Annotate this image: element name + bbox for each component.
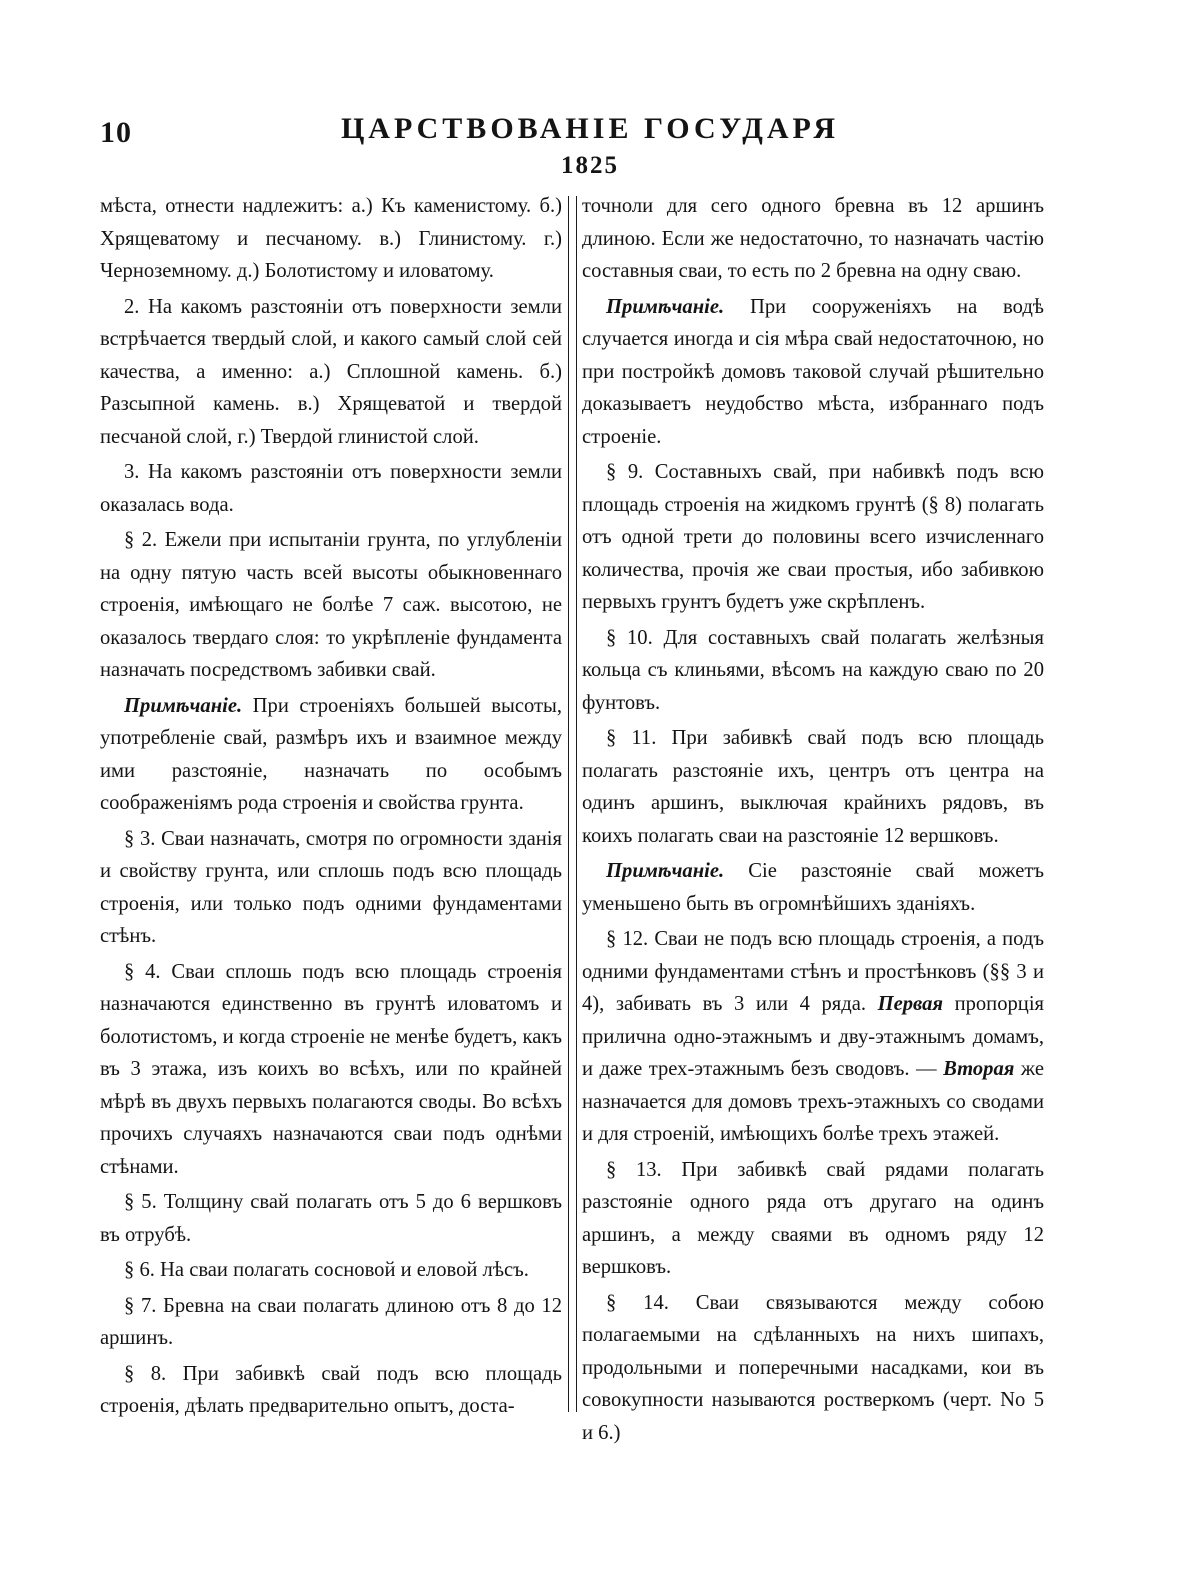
note-paragraph — [100, 690, 562, 820]
paragraph — [582, 923, 1044, 1151]
paragraph: § 13. При забивкѣ свай рядами полагать разстояніе одного ряда отъ другаго на одинъ аршинъ, а между сваями въ одномъ ряду 12 вершковъ. — [582, 1158, 1044, 1278]
paragraph: § 3. Сваи назначать, смотря по огромности зданія и свойству грунта, или сплошь подъ всю площадь строенія, или только подъ одними фундаментами стѣнъ. — [100, 827, 562, 947]
note-label: Примѣчаніе. — [124, 694, 243, 717]
note-paragraph — [582, 291, 1044, 454]
note-paragraph — [582, 855, 1044, 920]
paragraph: § 5. Толщину свай полагать отъ 5 до 6 вершковъ въ отрубѣ. — [100, 1191, 562, 1246]
paragraph: точноли для сего одного бревна въ 12 аршинъ длиною. Если же недостаточно, то назначать частію составныя сваи, то есть по 2 бревна на одну сваю. — [582, 195, 1044, 282]
paragraph-text: § 12. Сваи не подъ всю площадь строенія, а подъ одними фундаментами стѣнъ и простѣнковъ (§§ 3 и 4), забивать въ 3 или 4 ряда. — [582, 928, 1044, 1015]
paragraph-text: же назначается для домовъ трехъ-этажныхъ со сводами и для строеній, имѣющихъ болѣе трехъ этажей. — [582, 1058, 1044, 1145]
note-text: При строеніяхъ большей высоты, употребленіе свай, размѣръ ихъ и взаимное между ими разстояніе, назначать по особымъ соображеніямъ рода строенія и свойства грунта. — [100, 694, 562, 814]
paragraph: 2. На какомъ разстояніи отъ поверхности земли встрѣчается твердый слой, и какого самый слой сей качества, а именно: а.) Сплошной камень. б.) Разсыпной камень. в.) Хрящеватой и твердой песчаной слой, г.) Твердой глинистой слой. — [100, 295, 562, 448]
note-label: Примѣчаніе. — [606, 295, 725, 318]
paragraph: § 10. Для составныхъ свай полагать желѣзныя кольца съ клиньями, вѣсомъ на каждую сваю по 20 фунтовъ. — [582, 626, 1044, 714]
paragraph: § 6. На сваи полагать сосновой и еловой лѣсъ. — [124, 1259, 529, 1281]
column-divider — [568, 196, 577, 1412]
note-text: При сооруженіяхъ на водѣ случается иногда и сія мѣра свай недостаточною, но при постройкѣ домовъ таковой случай рѣшительно доказываетъ неудобство мѣста, избраннаго подъ строеніе. — [582, 295, 1044, 448]
note-label: Примѣчаніе. — [606, 860, 725, 882]
paragraph: § 14. Сваи связываются между собою полагаемыми на сдѣланныхъ на нихъ шипахъ, продольными и поперечными насадками, кои въ совокупности называются ростверкомъ (черт. No 5 и 6.) — [582, 1291, 1044, 1444]
note-text: Сіе разстояніе свай можетъ уменьшено быть въ огромнѣйшихъ зданіяхъ. — [582, 860, 1045, 915]
year-heading: 1825 — [561, 152, 619, 179]
paragraph: § 8. При забивкѣ свай подъ всю площадь строенія, дѣлать предварительно опытъ, доста- — [100, 1362, 562, 1417]
paragraph: 3. На какомъ разстояніи отъ поверхности земли оказалась вода. — [100, 461, 562, 516]
page-number: 10 — [100, 116, 132, 149]
second-label: Вторая — [943, 1058, 1015, 1080]
right-column — [582, 190, 1044, 1452]
running-title: ЦАРСТВОВАНІЕ ГОСУДАРЯ — [340, 112, 840, 145]
paragraph: § 9. Составныхъ свай, при набивкѣ подъ всю площадь строенія на жидкомъ грунтѣ (§ 8) полагать отъ одной трети до половины всего изчисленнаго количества, прочія же сваи простыя, ибо забивкою первыхъ грунтъ будетъ уже скрѣпленъ. — [582, 461, 1044, 613]
first-label: Первая — [877, 993, 944, 1015]
paragraph: § 2. Ежели при испытаніи грунта, по углубленіи на одну пятую часть всей высоты обыкновеннаго строенія, имѣющаго не болѣе 7 саж. высотою, не оказалось твердаго слоя: то укрѣпленіе фундамента назначать посредствомъ забивки свай. — [100, 529, 562, 681]
left-column — [100, 190, 562, 1426]
paragraph: § 4. Сваи сплошь подъ всю площадь строенія назначаются единственно въ грунтѣ иловатомъ и болотистомъ, и когда строеніе не менѣе будетъ, какъ въ 3 этажа, изъ коихъ во всѣхъ, или по крайней мѣрѣ въ двухъ первыхъ полагаются своды. Во всѣхъ прочихъ случаяхъ назначаются сваи подъ однѣми стѣнами. — [100, 960, 562, 1178]
paragraph: § 11. При забивкѣ свай подъ всю площадь полагать разстояніе ихъ, центръ отъ центра на одинъ аршинъ, выключая крайнихъ рядовъ, въ коихъ полагать сваи на разстояніе 12 вершковъ. — [582, 727, 1044, 847]
paragraph: мѣста, отнести надлежитъ: а.) Къ каменистому. б.) Хрящеватому и песчаному. в.) Глинистому. г.) Черноземному. д.) Болотистому и иловатому. — [100, 195, 562, 282]
paragraph: § 7. Бревна на сваи полагать длиною отъ 8 до 12 аршинъ. — [100, 1294, 562, 1349]
paragraph-text: пропорція прилична одно-этажнымъ и дву-этажнымъ домамъ, и даже трех-этажнымъ безъ сводовъ. — — [582, 993, 1045, 1080]
